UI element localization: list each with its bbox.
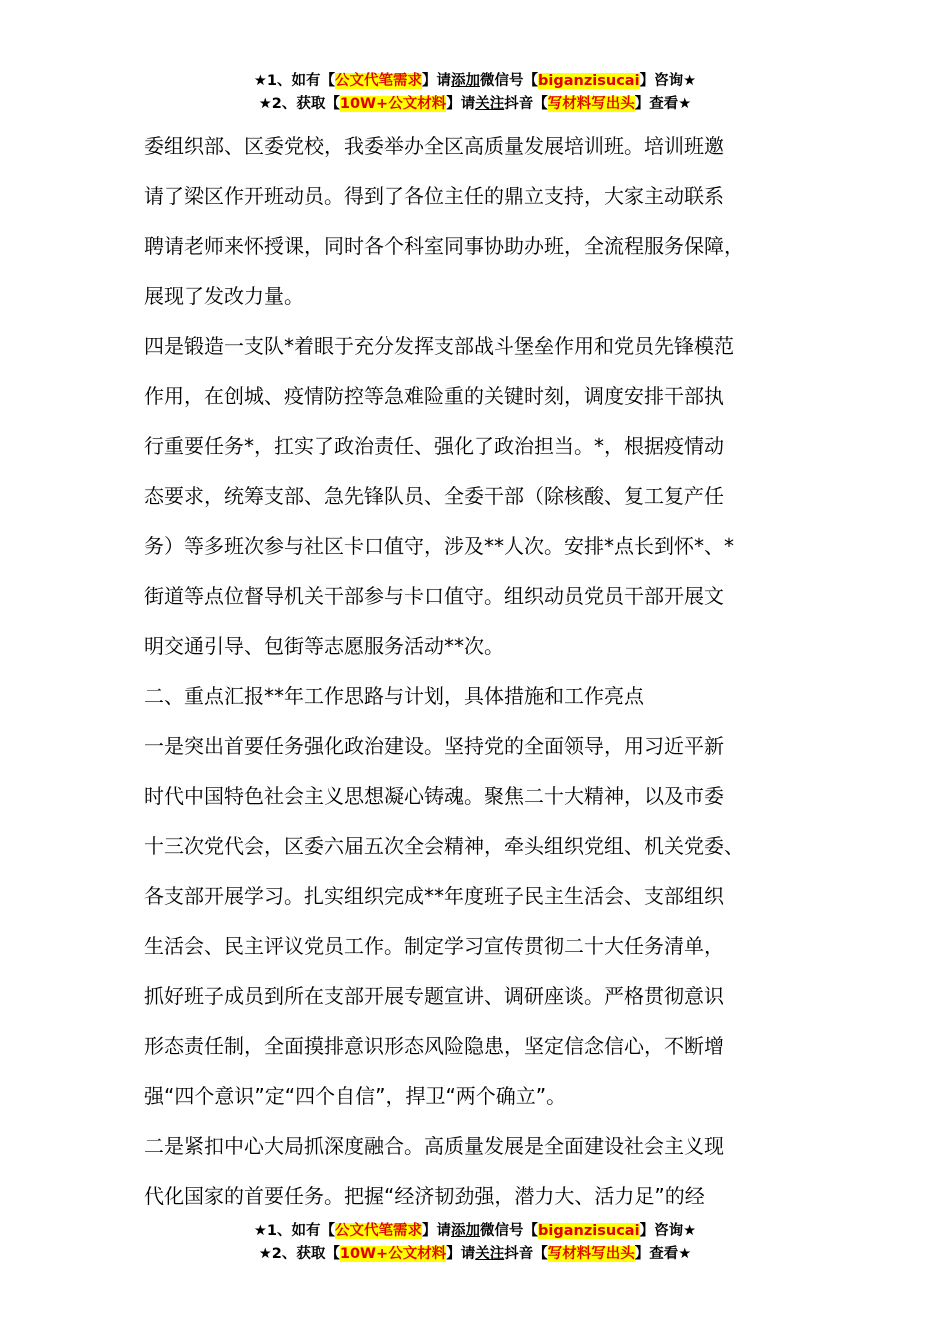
text-line: 明交通引导、包街等志愿服务活动**次。 bbox=[144, 634, 504, 658]
highlight-douyin: 写材料写出头 bbox=[547, 96, 635, 112]
highlight-wechat-id: biganzisucai bbox=[538, 1223, 640, 1239]
text-line: 各支部开展学习。扎实组织完成**年度班子民主生活会、支部组织 bbox=[144, 884, 724, 908]
banner-line-2: ★2、获取【10W+公文材料】请关注抖音【写材料写出头】查看★ bbox=[258, 1246, 692, 1262]
highlight-service: 公文代笔需求 bbox=[335, 73, 423, 89]
text-line: 作用，在创城、疫情防控等急难险重的关键时刻，调度安排干部执 bbox=[144, 384, 724, 408]
banner-line-1: ★1、如有【公文代笔需求】请添加微信号【biganzisucai】咨询★ bbox=[253, 73, 697, 89]
banner-line-1: ★1、如有【公文代笔需求】请添加微信号【biganzisucai】咨询★ bbox=[253, 1223, 697, 1239]
banner-line-2: ★2、获取【10W+公文材料】请关注抖音【写材料写出头】查看★ bbox=[258, 96, 692, 112]
text-line: 四是锻造一支队*着眼于充分发挥支部战斗堡垒作用和党员先锋模范 bbox=[144, 334, 734, 358]
highlight-service: 公文代笔需求 bbox=[335, 1223, 423, 1239]
text-line: 委组织部、区委党校，我委举办全区高质量发展培训班。培训班邀 bbox=[144, 134, 724, 158]
text-line: 请了梁区作开班动员。得到了各位主任的鼎立支持，大家主动联系 bbox=[144, 184, 724, 208]
text-line: 抓好班子成员到所在支部开展专题宣讲、调研座谈。严格贯彻意识 bbox=[144, 984, 724, 1008]
document-body bbox=[144, 121, 824, 1221]
header-banner bbox=[0, 70, 950, 116]
text-line: 一是突出首要任务强化政治建设。坚持党的全面领导，用习近平新 bbox=[144, 734, 724, 758]
text-line: 代化国家的首要任务。把握“经济韧劲强，潜力大、活力足”的经 bbox=[144, 1184, 705, 1208]
text-line: 展现了发改力量。 bbox=[144, 284, 304, 308]
footer-banner bbox=[0, 1220, 950, 1266]
highlight-materials: 10W+公文材料 bbox=[339, 96, 447, 112]
text-line: 街道等点位督导机关干部参与卡口值守。组织动员党员干部开展文 bbox=[144, 584, 724, 608]
highlight-materials: 10W+公文材料 bbox=[339, 1246, 447, 1262]
text-line: 聘请老师来怀授课，同时各个科室同事协助办班，全流程服务保障， bbox=[144, 234, 744, 258]
text-line: 十三次党代会，区委六届五次全会精神，牵头组织党组、机关党委、 bbox=[144, 834, 744, 858]
text-line: 时代中国特色社会主义思想凝心铸魂。聚焦二十大精神，以及市委 bbox=[144, 784, 724, 808]
text-line: 行重要任务*，扛实了政治责任、强化了政治担当。*，根据疫情动 bbox=[144, 434, 724, 458]
text-line: 形态责任制，全面摸排意识形态风险隐患，坚定信念信心，不断增 bbox=[144, 1034, 724, 1058]
text-line: 二是紧扣中心大局抓深度融合。高质量发展是全面建设社会主义现 bbox=[144, 1134, 724, 1158]
highlight-douyin: 写材料写出头 bbox=[547, 1246, 635, 1262]
section-heading: 二、重点汇报**年工作思路与计划，具体措施和工作亮点 bbox=[144, 684, 644, 708]
text-line: 生活会、民主评议党员工作。制定学习宣传贯彻二十大任务清单， bbox=[144, 934, 724, 958]
highlight-wechat-id: biganzisucai bbox=[538, 73, 640, 89]
text-line: 态要求，统筹支部、急先锋队员、全委干部（除核酸、复工复产任 bbox=[144, 484, 724, 508]
text-line: 务）等多班次参与社区卡口值守，涉及**人次。安排*点长到怀*、* bbox=[144, 534, 734, 558]
text-line: 强“四个意识”定“四个自信”，捍卫“两个确立”。 bbox=[144, 1084, 567, 1108]
